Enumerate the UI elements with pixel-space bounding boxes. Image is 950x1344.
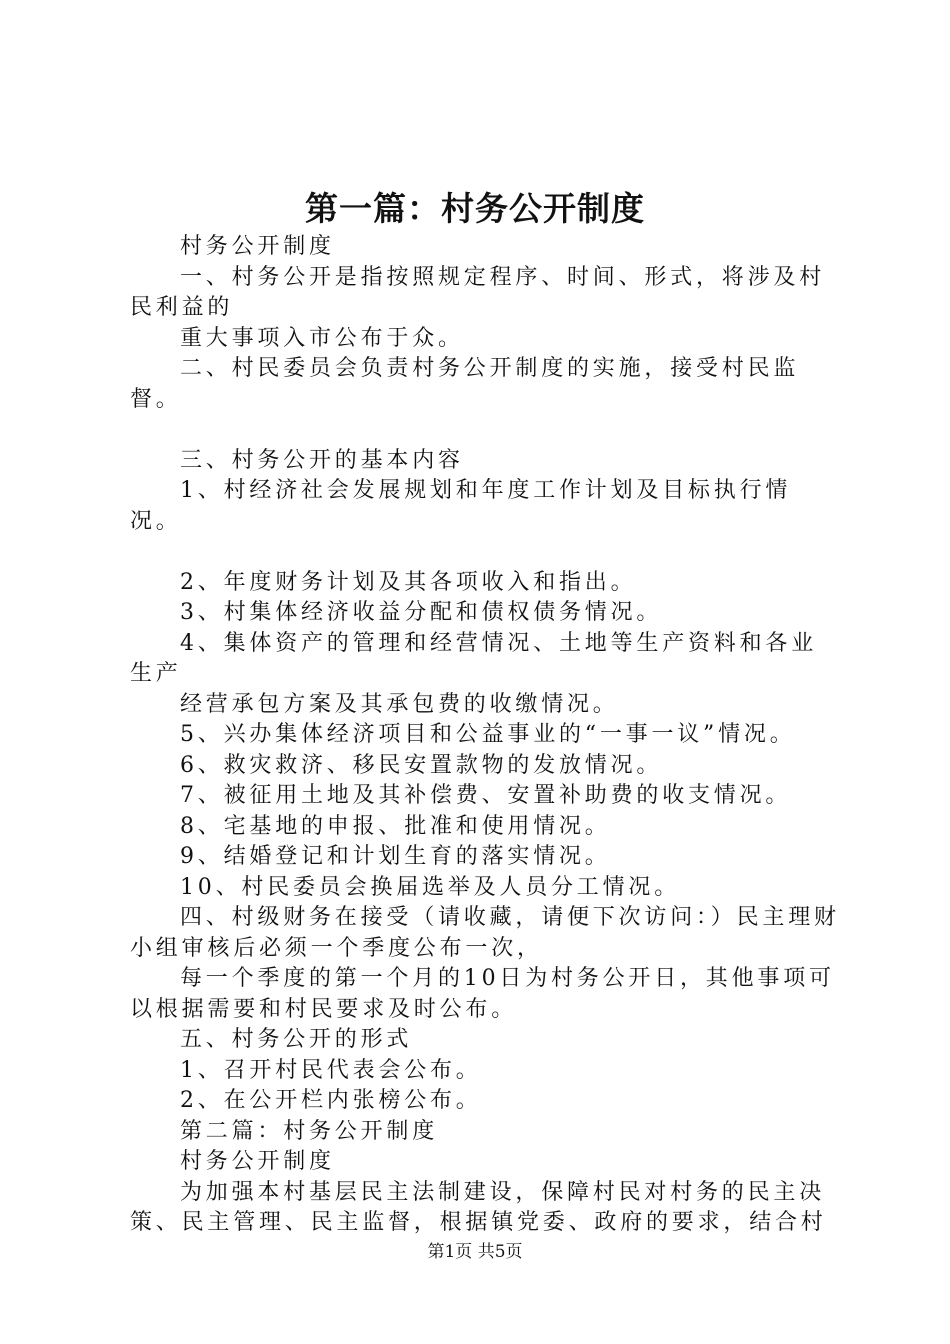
list-item: 7、被征用土地及其补偿费、安置补助费的收支情况。 — [180, 783, 792, 808]
paragraph: 二、村民委员会负责村务公开制度的实施，接受村民监督。 — [130, 356, 800, 412]
list-item: 3、村集体经济收益分配和债权债务情况。 — [180, 600, 663, 625]
document-title: 第一篇：村务公开制度 — [305, 189, 645, 228]
blank-line — [130, 537, 840, 568]
paragraph: 村务公开制度 — [180, 1149, 335, 1174]
list-item: 8、宅基地的申报、批准和使用情况。 — [180, 813, 611, 839]
blank-line — [130, 415, 840, 446]
page-number-footer: 第1页 共5页 — [427, 1242, 523, 1262]
list-item: 经营承包方案及其承包费的收缴情况。 — [180, 691, 619, 717]
paragraph: 村务公开制度 — [180, 234, 335, 259]
list-item: 4、集体资产的管理和经营情况、土地等生产资料和各业生产 — [130, 630, 817, 686]
document-body — [130, 232, 840, 1239]
list-item: 2、在公开栏内张榜公布。 — [180, 1088, 482, 1113]
list-item: 5、兴办集体经济项目和公益事业的“一事一议”情况。 — [180, 722, 796, 747]
list-item: 6、救灾救济、移民安置款物的发放情况。 — [180, 752, 663, 778]
paragraph: 为加强本村基层民主法制建设，保障村民对村务的民主决策、民主管理、民主监督，根据镇党委、政府的要求，结合村 — [130, 1179, 827, 1235]
paragraph: 重大事项入市公布于众。 — [180, 325, 464, 351]
list-item: 1、村经济社会发展规划和年度工作计划及目标执行情况。 — [130, 478, 792, 534]
section-heading: 五、村务公开的形式 — [180, 1027, 413, 1052]
section-heading: 四、村级财务在接受（请收藏，请便下次访问：）民主理财小组审核后必须一个季度公布一次， — [130, 905, 840, 961]
paragraph: 每一个季度的第一个月的10日为村务公开日，其他事项可以根据需要和村民要求及时公布。 — [130, 966, 835, 1022]
list-item: 9、结婚登记和计划生育的落实情况。 — [180, 844, 611, 869]
section-heading: 三、村务公开的基本内容 — [180, 447, 464, 473]
paragraph: 一、村务公开是指按照规定程序、时间、形式，将涉及村民利益的 — [130, 264, 826, 320]
list-item: 10、村民委员会换届选举及人员分工情况。 — [180, 874, 680, 900]
chapter-heading: 第二篇：村务公开制度 — [180, 1118, 439, 1144]
list-item: 2、年度财务计划及其各项收入和指出。 — [180, 569, 637, 595]
list-item: 1、召开村民代表会公布。 — [180, 1057, 482, 1083]
